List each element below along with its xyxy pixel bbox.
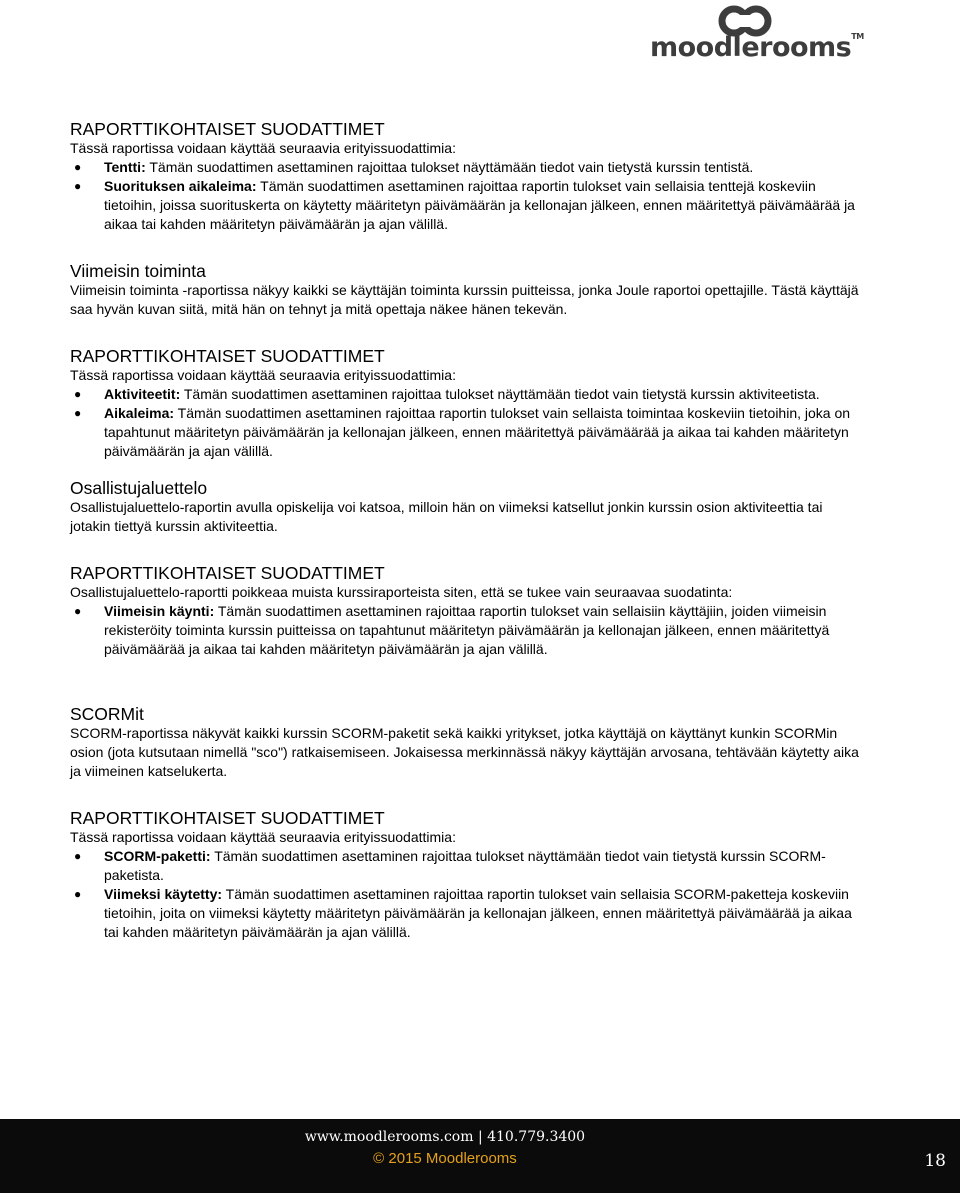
filter-list: [70, 847, 860, 942]
section-intro: Tässä raportissa voidaan käyttää seuraavia erityissuodattimia:: [70, 829, 456, 845]
page-footer: [0, 1119, 960, 1193]
document-body: [70, 119, 860, 942]
section-intro: Tässä raportissa voidaan käyttää seuraavia erityissuodattimia:: [70, 140, 456, 156]
list-item: ● Aktiviteetit: Tämän suodattimen asettaminen rajoittaa tulokset näyttämään tiedot vain tietystä kurssin aktiviteetista.: [74, 386, 820, 402]
section-heading: SCORMit: [70, 704, 144, 724]
filter-list: [70, 385, 860, 461]
bullet-icon: ●: [74, 160, 82, 174]
section-scorm-filters: [70, 808, 860, 942]
section-heading: RAPORTTIKOHTAISET SUODATTIMET: [70, 563, 385, 583]
section-intro: Tässä raportissa voidaan käyttää seuraavia erityissuodattimia:: [70, 367, 456, 383]
list-item: ● Suorituksen aikaleima: Tämän suodattimen asettaminen rajoittaa raportin tulokset vain sellaisia tenttejä koskeviin tietoihin, joissa suorituskerta on käytetty määritetyn päivämäärän ja kellonajan jälkeen, ennen määritettyä päivämäärää ja aikaa tai kahden määritetyn päivämäärän ja ajan välillä.: [74, 178, 855, 232]
section-heading: Osallistujaluettelo: [70, 478, 208, 498]
section-intro: Osallistujaluettelo-raportti poikkeaa muista kurssiraporteista siten, että se tukee vain seuraavaa suodatinta:: [70, 584, 733, 600]
bullet-icon: ●: [74, 604, 82, 618]
list-item: ● Aikaleima: Tämän suodattimen asettaminen rajoittaa raportin tulokset vain sellaista toimintaa koskeviin tietoihin, joka on tapahtunut määritetyn päivämäärän ja kellonajan jälkeen, ennen määritettyä päivämäärää ja aikaa tai kahden määritetyn päivämäärän ja ajan välillä.: [74, 405, 851, 459]
bullet-icon: ●: [74, 887, 82, 901]
section-participants: [70, 478, 860, 536]
moodlerooms-logo: [650, 0, 864, 70]
bullet-icon: ●: [74, 849, 82, 863]
section-body: Viimeisin toiminta -raportissa näkyy kaikki se käyttäjän toiminta kurssin puitteissa, jonka Joule raportoi opettajille. Tästä käyttäjä saa hyvän kuvan siitä, mitä hän on tehnyt ja mitä opettaja näkee hänen tekevän.: [70, 282, 859, 317]
page-number: 18: [924, 1151, 946, 1171]
section-heading: RAPORTTIKOHTAISET SUODATTIMET: [70, 808, 385, 828]
section-participant-filters: [70, 563, 860, 659]
section-scorm: [70, 704, 860, 781]
list-item: ● Viimeisin käynti: Tämän suodattimen asettaminen rajoittaa raportin tulokset vain sellaisiin käyttäjiin, joiden viimeisin rekisteröity toiminta kurssin puitteissa on tapahtunut määritetyn päivämäärän ja kellonajan jälkeen, ennen määritettyä päivämäärää ja aikaa tai kahden määritetyn päivämäärän ja ajan välillä.: [74, 603, 830, 657]
bullet-icon: ●: [74, 406, 82, 420]
list-item: ● SCORM-paketti: Tämän suodattimen asettaminen rajoittaa tulokset näyttämään tiedot vain tietystä kurssin SCORM-paketista.: [74, 848, 826, 883]
footer-contact: www.moodlerooms.com | 410.779.3400: [304, 1129, 586, 1145]
section-heading: RAPORTTIKOHTAISET SUODATTIMET: [70, 346, 385, 366]
section-heading: Viimeisin toiminta: [70, 261, 206, 281]
footer-copyright: © 2015 Moodlerooms: [373, 1150, 517, 1167]
filter-list: [70, 602, 860, 659]
logo-wordmark: moodlerooms™: [650, 32, 864, 63]
section-body: Osallistujaluettelo-raportin avulla opiskelija voi katsoa, milloin hän on viimeksi katsellut jonkin kurssin osion aktiviteettia tai jotakin tiettyä kurssin aktiviteettia.: [70, 499, 823, 534]
section-heading: RAPORTTIKOHTAISET SUODATTIMET: [70, 119, 385, 139]
section-quiz-filters: [70, 119, 860, 234]
bullet-icon: ●: [74, 179, 82, 193]
list-item: ● Tentti: Tämän suodattimen asettaminen rajoittaa tulokset näyttämään tiedot vain tietystä kurssin tentistä.: [74, 159, 754, 175]
section-body: SCORM-raportissa näkyvät kaikki kurssin SCORM-paketit sekä kaikki yritykset, jotka käyttäjä on käyttänyt kunkin SCORMin osion (jota kutsutaan nimellä "sco") ratkaisemiseen. Jokaisessa merkinnässä näkyy käyttäjän arvosana, tehtävään käytetty aika ja viimeinen katselukerta.: [70, 725, 859, 779]
list-item: ● Viimeksi käytetty: Tämän suodattimen asettaminen rajoittaa raportin tulokset vain sellaisia SCORM-paketteja koskeviin tietoihin, joita on viimeksi käytetty määritetyn päivämäärän ja kellonajan jälkeen, ennen määritettyä päivämäärää ja aikaa tai kahden määritetyn päivämäärän ja ajan välillä.: [74, 886, 852, 940]
bullet-icon: ●: [74, 387, 82, 401]
filter-list: [70, 158, 860, 234]
section-recent-activity: [70, 261, 860, 319]
section-activity-filters: [70, 346, 860, 461]
